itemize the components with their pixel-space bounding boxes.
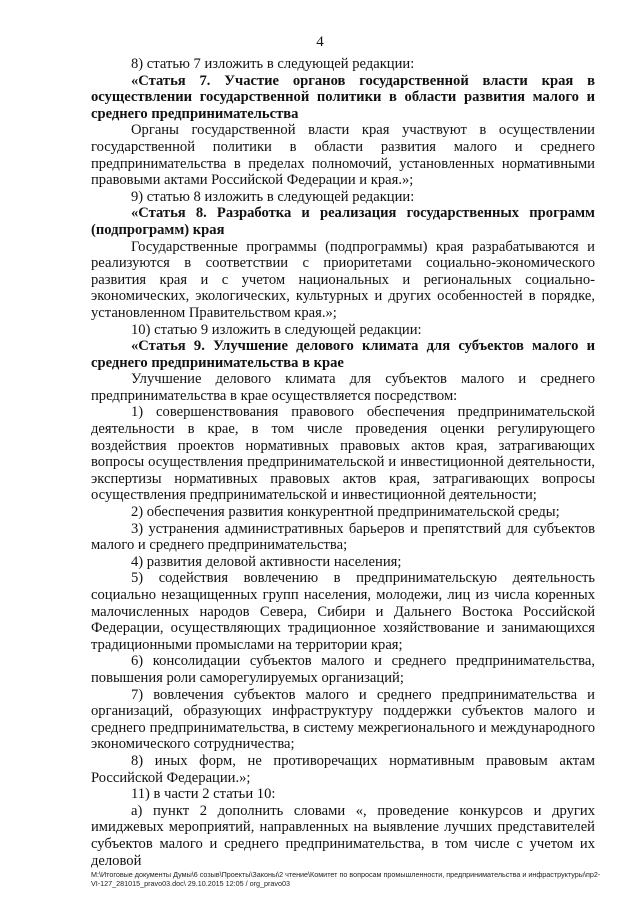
paragraph: 9) статью 8 изложить в следующей редакции: [131, 188, 415, 205]
paragraph: 8) статью 7 изложить в следующей редакции: [131, 56, 415, 72]
file-path-footer: M:\Итоговые документы Думы\6 созыв\Проекты\Законы\2 чтение\Комитет по вопросам промышленности, предпринимательства и инфраструктуры\пр2-VI-127_281015_pravo03.doc\ 29.10.2015 12:05 / org_pravo03 [91, 870, 601, 888]
article-heading: «Статья 9. Улучшение делового климата для субъектов малого и среднего предпринимательства в крае [91, 338, 595, 371]
list-item: 2) обеспечения развития конкурентной предпринимательской среды; [131, 504, 560, 521]
list-item: 8) иных форм, не противоречащих нормативным правовым актам Российской Федерации.»; [91, 752, 595, 786]
list-item: 1) совершенствования правового обеспечения предпринимательской деятельности в крае, в том числе проведения оценки регулирующего воздействия проектов нормативных правовых актов края, затрагивающих вопросы осуществления предпринимательской и инвестиционной деятельности, экспертизы нормативных правовых актов края, затрагивающих вопросы осуществления предпринимательской и инвестиционной деятельности; [91, 404, 595, 504]
paragraph: Улучшение делового климата для субъектов малого и среднего предпринимательства в крае осуществляется посредством: [91, 371, 595, 404]
article-heading: «Статья 7. Участие органов государственной власти края в осуществлении государственной политики в области развития малого и среднего предпринимательства [91, 72, 595, 122]
paragraph: Органы государственной власти края участвуют в осуществлении государственной политики в области развития малого и среднего предпринимательства в пределах полномочий, установленных нормативными правовыми актами Российской Федерации и края.»; [91, 122, 595, 189]
list-item: 4) развития деловой активности населения; [131, 553, 402, 570]
list-item: 5) содействия вовлечению в предпринимательскую деятельность социально незащищенных групп населения, молодежи, лиц из числа коренных малочисленных народов Севера, Сибири и Дальнего Востока Российской Федерации, осуществляющих традиционное хозяйствование и занимающихся традиционными промыслами на территории края; [91, 570, 595, 653]
paragraph: а) пункт 2 дополнить словами «, проведение конкурсов и других имиджевых мероприятий, направленных на выявление лучших представителей субъектов малого и среднего предпринимательства, в том числе с учетом их деловой [91, 802, 595, 869]
list-item: 7) вовлечения субъектов малого и среднего предпринимательства и организаций, образующих инфраструктуру поддержки субъектов малого и среднего предпринимательства, в систему межрегионального и международного экономического сотрудничества; [91, 686, 595, 753]
document-body [91, 56, 595, 869]
page-number: 4 [316, 34, 324, 50]
list-item: 6) консолидации субъектов малого и среднего предпринимательства, повышения роли саморегулируемых организаций; [91, 653, 595, 686]
list-item: 3) устранения административных барьеров и препятствий для субъектов малого и среднего предпринимательства; [91, 520, 595, 554]
paragraph: 11) в части 2 статьи 10: [131, 786, 276, 803]
article-heading: «Статья 8. Разработка и реализация государственных программ (подпрограмм) края [91, 205, 595, 238]
paragraph: Государственные программы (подпрограммы) края разрабатываются и реализуются в соответствии с приоритетами социально-экономического развития края и с учетом национальных и региональных социально-экономических, экологических, культурных и других особенностей в порядке, установленном Правительством края.»; [91, 238, 595, 321]
paragraph: 10) статью 9 изложить в следующей редакции: [131, 321, 422, 338]
